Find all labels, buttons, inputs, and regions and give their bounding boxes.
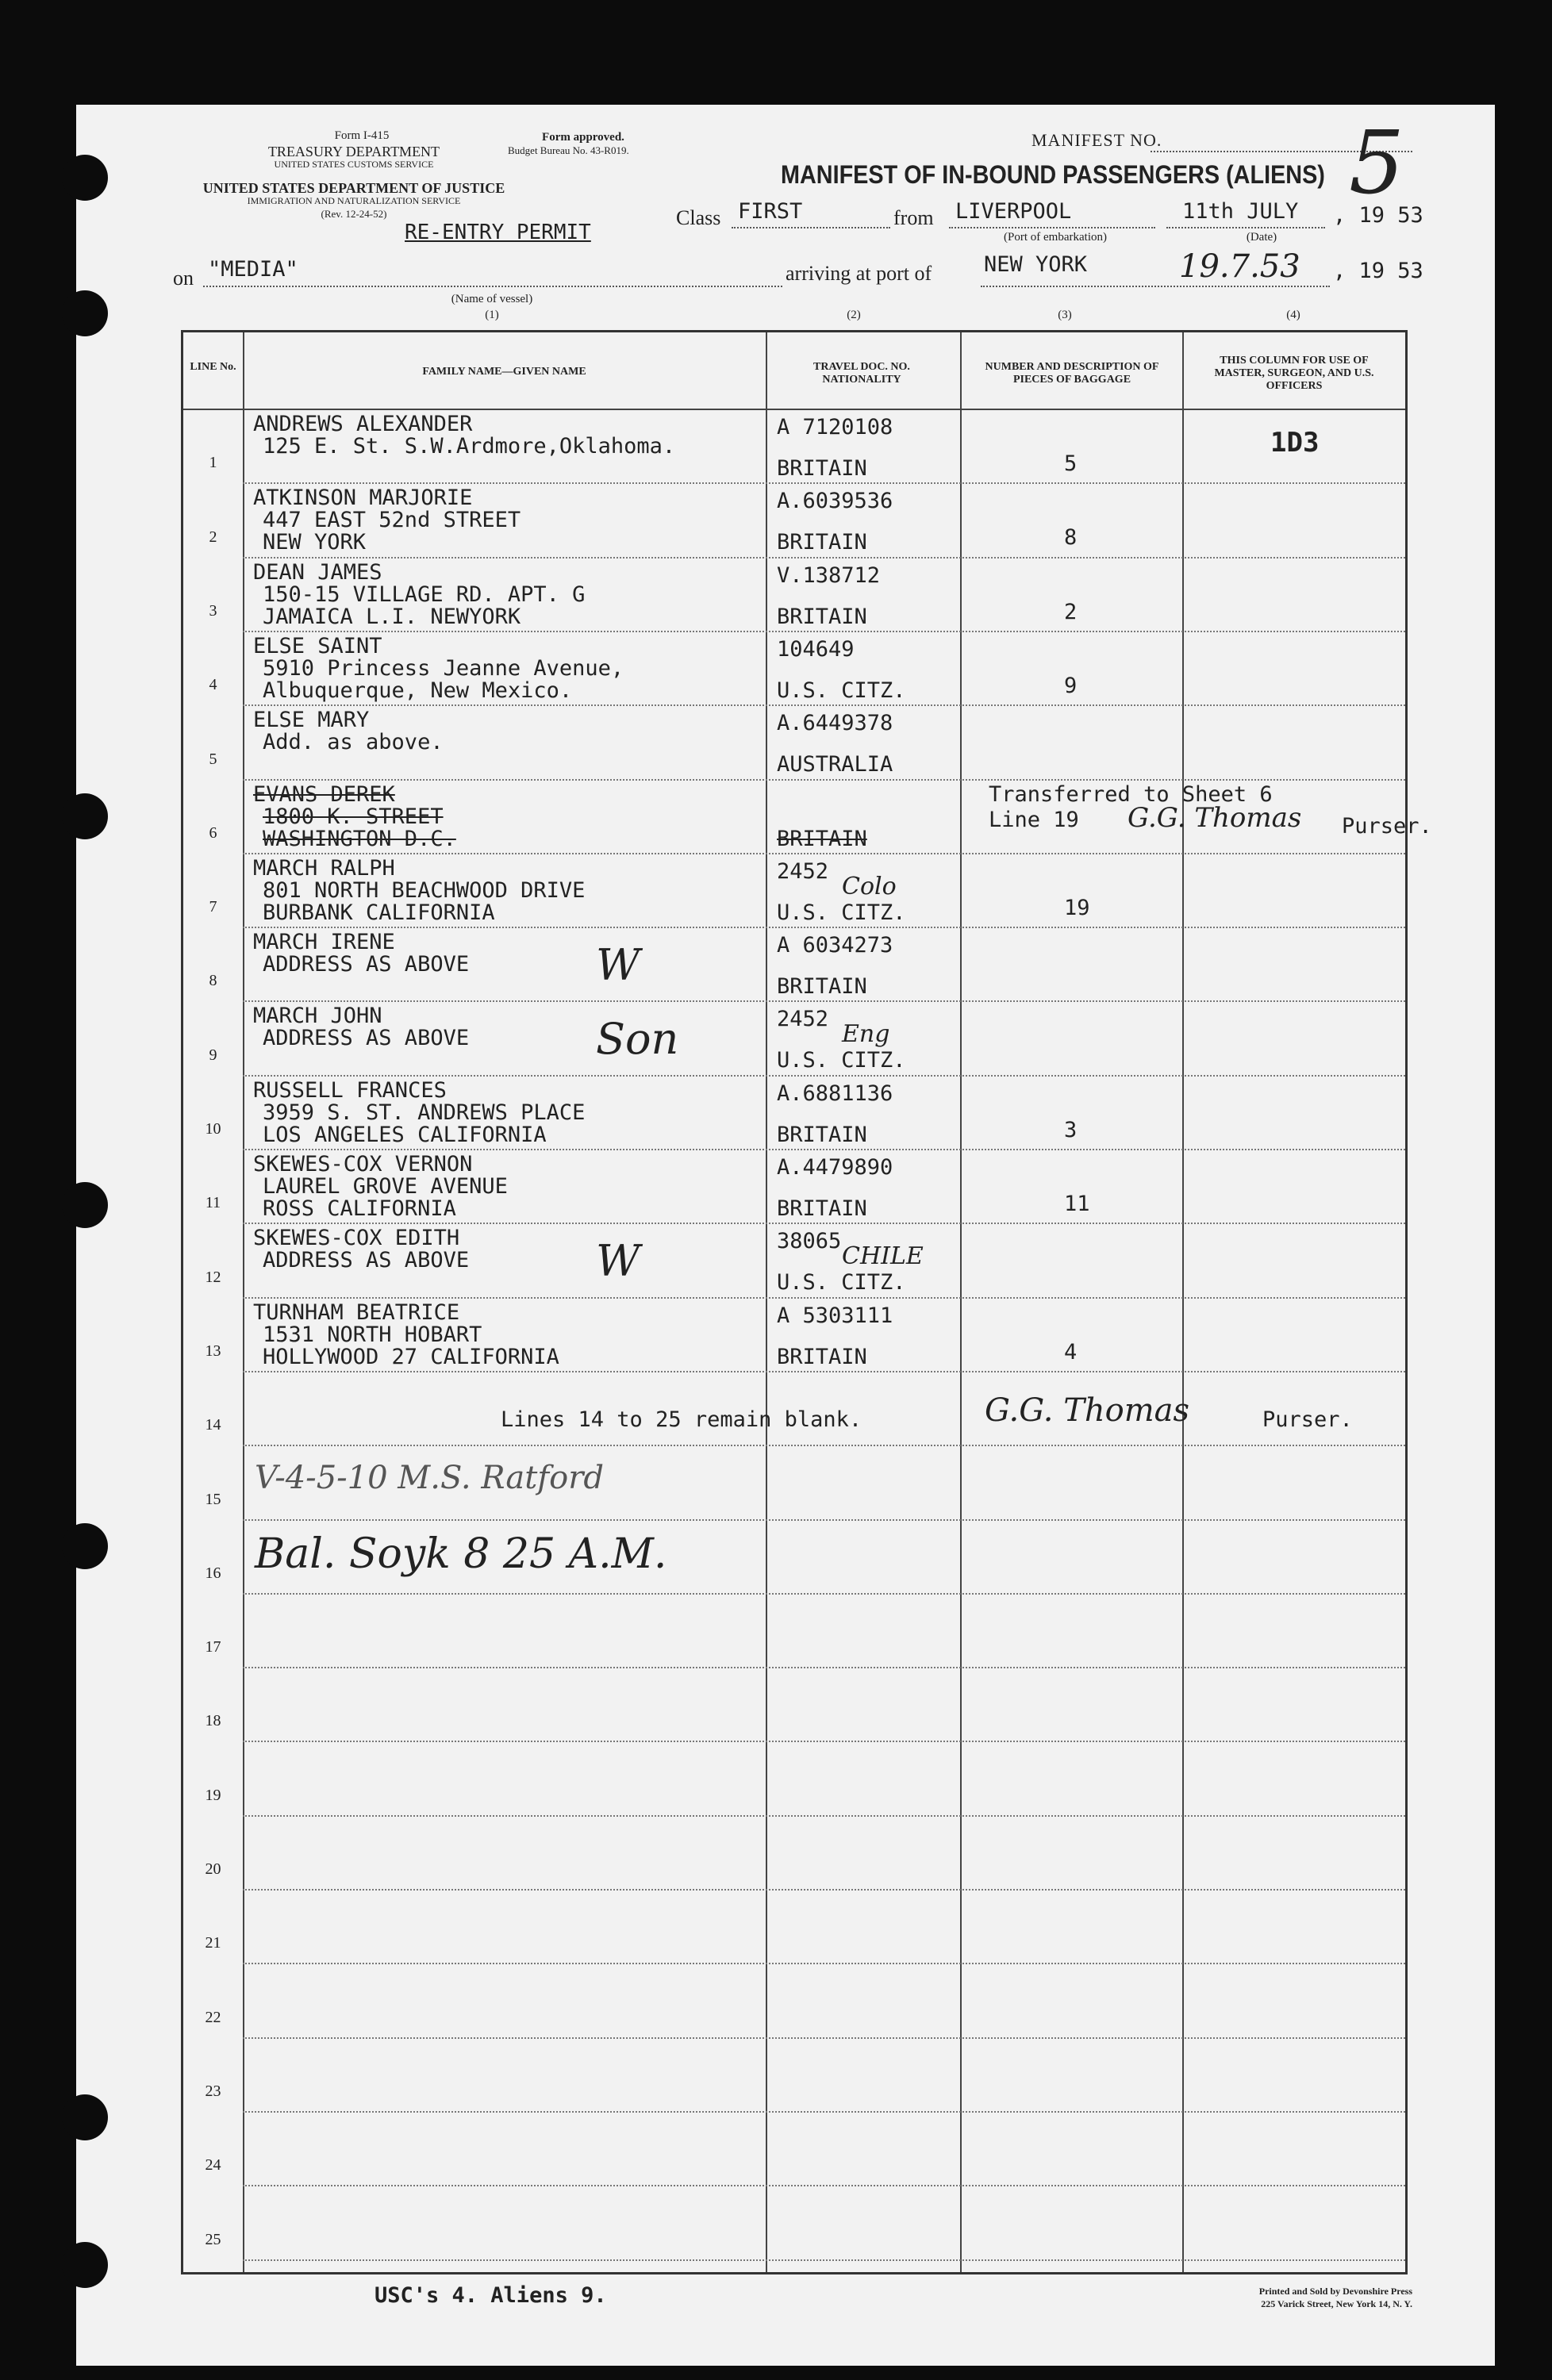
passenger-name: SKEWES-COX EDITH xyxy=(253,1226,460,1251)
col-header-line-no: LINE No. xyxy=(190,361,236,373)
nationality-handwritten: CHILE xyxy=(842,1242,924,1271)
row-divider xyxy=(243,1889,1405,1891)
year-2: , 19 53 xyxy=(1333,259,1423,283)
passenger-name: MARCH JOHN xyxy=(253,1004,382,1029)
passenger-address: 1800 K. STREET xyxy=(263,804,444,829)
col-header-name: FAMILY NAME—GIVEN NAME xyxy=(422,366,586,378)
transfer-note: Transferred to Sheet 6 xyxy=(989,781,1273,807)
passenger-address-2: Albuquerque, New Mexico. xyxy=(263,678,573,703)
line-number: 12 xyxy=(205,1268,221,1286)
line-number: 1 xyxy=(209,454,217,472)
line-number: 20 xyxy=(205,1860,221,1878)
baggage-count: 3 xyxy=(1064,1117,1078,1142)
nationality-handwritten: Eng xyxy=(842,1020,890,1049)
baggage-count: 8 xyxy=(1064,525,1078,551)
line-number: 8 xyxy=(209,972,217,990)
travel-doc-no: 2452 xyxy=(777,858,829,884)
travel-doc-no: A.6881136 xyxy=(777,1081,893,1106)
transfer-role: Purser. xyxy=(1342,813,1432,839)
passenger-address: ADDRESS AS ABOVE xyxy=(263,1248,470,1273)
manifest-title: MANIFEST OF IN-BOUND PASSENGERS (ALIENS) xyxy=(781,160,1325,189)
passenger-name: EVANS DEREK xyxy=(253,781,395,807)
handwritten-line-15: V-4-5-10 M.S. Ratford xyxy=(255,1460,604,1497)
blank-lines-role: Purser. xyxy=(1262,1407,1353,1432)
row-divider xyxy=(243,1667,1405,1668)
baggage-count: 4 xyxy=(1064,1339,1078,1365)
nationality: BRITAIN xyxy=(777,1122,867,1147)
budget-bureau: Budget Bureau No. 43-R019. xyxy=(508,144,629,156)
row-divider xyxy=(243,2259,1405,2261)
line-number: 19 xyxy=(205,1786,221,1804)
travel-doc-no: A.6449378 xyxy=(777,711,893,736)
row-divider xyxy=(243,482,1405,484)
line-number: 15 xyxy=(205,1490,221,1508)
col-number-3: (3) xyxy=(1058,309,1072,321)
row-divider xyxy=(243,1445,1405,1446)
nationality: BRITAIN xyxy=(777,530,867,555)
baggage-count: 9 xyxy=(1064,673,1078,698)
from-underline xyxy=(949,227,1155,228)
class-underline xyxy=(732,227,890,228)
nationality: BRITAIN xyxy=(777,456,867,481)
from-value: LIVERPOOL xyxy=(955,199,1072,224)
line-number: 25 xyxy=(205,2230,221,2248)
transfer-signature: G.G. Thomas xyxy=(1128,801,1302,834)
nationality: BRITAIN xyxy=(777,826,867,851)
nationality: AUSTRALIA xyxy=(777,752,893,777)
row-divider xyxy=(243,631,1405,632)
arrival-date-hand: 19.7.53 xyxy=(1179,248,1300,285)
nationality: U.S. CITZ. xyxy=(777,900,906,925)
travel-doc-no: V.138712 xyxy=(777,562,881,588)
row-divider xyxy=(243,1741,1405,1742)
printer-line-1: Printed and Sold by Devonshire Press xyxy=(1258,2286,1412,2297)
row-divider xyxy=(243,557,1405,559)
row-divider xyxy=(243,1000,1405,1002)
travel-doc-no: 104649 xyxy=(777,636,855,662)
nationality: BRITAIN xyxy=(777,1196,867,1221)
col-header-officers: THIS COLUMN FOR USE OF MASTER, SURGEON, AND U.S. OFFICERS xyxy=(1214,355,1374,393)
line-number: 5 xyxy=(209,750,217,768)
printer-line-2: 225 Varick Street, New York 14, N. Y. xyxy=(1261,2298,1412,2309)
justice-dept: UNITED STATES DEPARTMENT OF JUSTICE xyxy=(202,180,505,196)
passenger-name: TURNHAM BEATRICE xyxy=(253,1299,460,1325)
nationality-handwritten: Colo xyxy=(842,872,897,900)
passenger-address: LAUREL GROVE AVENUE xyxy=(263,1174,508,1199)
passenger-name: ANDREWS ALEXANDER xyxy=(253,412,473,436)
row-divider xyxy=(243,1297,1405,1299)
vessel-caption: (Name of vessel) xyxy=(451,293,533,305)
nationality: U.S. CITZ. xyxy=(777,1270,906,1296)
passenger-name: ELSE SAINT xyxy=(253,633,382,658)
customs-service: UNITED STATES CUSTOMS SERVICE xyxy=(274,159,434,170)
nationality: U.S. CITZ. xyxy=(777,678,906,703)
date-value: 11th JULY xyxy=(1182,199,1299,224)
handwritten-mark: Son xyxy=(596,1014,679,1065)
line-number: 18 xyxy=(205,1712,221,1730)
line-number: 21 xyxy=(205,1934,221,1952)
binder-hole xyxy=(62,1182,108,1228)
ins-service: IMMIGRATION AND NATURALIZATION SERVICE xyxy=(247,195,461,206)
travel-doc-no: A 7120108 xyxy=(777,415,893,440)
baggage-count: 11 xyxy=(1064,1192,1090,1216)
date-underline xyxy=(1166,227,1325,228)
line-number: 13 xyxy=(205,1342,221,1360)
row-divider xyxy=(243,2185,1405,2186)
row-divider xyxy=(243,1371,1405,1372)
passenger-name: ATKINSON MARJORIE xyxy=(253,486,473,511)
arriving-label: arriving at port of xyxy=(786,262,932,285)
reentry-permit: RE-ENTRY PERMIT xyxy=(405,221,591,244)
nationality: U.S. CITZ. xyxy=(777,1048,906,1073)
col-header-baggage: NUMBER AND DESCRIPTION OF PIECES OF BAGGAGE xyxy=(985,361,1159,386)
row-divider xyxy=(243,927,1405,928)
header-divider xyxy=(183,409,1405,410)
line-number: 10 xyxy=(205,1120,221,1138)
line-number: 11 xyxy=(205,1194,221,1212)
port-embark-caption: (Port of embarkation) xyxy=(1004,231,1107,244)
line-number: 17 xyxy=(205,1638,221,1656)
passenger-address: Add. as above. xyxy=(263,730,444,755)
binder-hole xyxy=(62,155,108,201)
row-divider xyxy=(243,1075,1405,1077)
passenger-address: 150-15 VILLAGE RD. APT. G xyxy=(263,582,586,607)
col-divider xyxy=(1182,332,1184,2272)
passenger-name: RUSSELL FRANCES xyxy=(253,1077,447,1103)
row-divider xyxy=(243,704,1405,706)
binder-hole xyxy=(62,290,108,336)
line-number: 14 xyxy=(205,1416,221,1434)
handwritten-line-16: Bal. Soyk 8 25 A.M. xyxy=(255,1530,667,1578)
line-number: 6 xyxy=(209,823,217,842)
handwritten-mark: W xyxy=(596,940,640,991)
binder-hole xyxy=(62,2242,108,2288)
row-divider xyxy=(243,779,1405,781)
line-number: 16 xyxy=(205,1564,221,1582)
class-value: FIRST xyxy=(738,199,803,224)
col-divider xyxy=(766,332,767,2272)
vessel-name: "MEDIA" xyxy=(208,257,298,282)
row-divider xyxy=(243,2037,1405,2039)
baggage-count: 5 xyxy=(1064,451,1078,476)
travel-doc-no: A.6039536 xyxy=(777,489,893,514)
col-number-1: (1) xyxy=(485,309,499,321)
vessel-underline xyxy=(203,286,782,287)
passenger-name: ELSE MARY xyxy=(253,708,370,733)
blank-lines-signature: G.G. Thomas xyxy=(985,1392,1190,1429)
col-header-travel-doc: TRAVEL DOC. NO. NATIONALITY xyxy=(813,361,910,386)
manifest-number: 5 xyxy=(1349,112,1404,213)
passenger-address-2: BURBANK CALIFORNIA xyxy=(263,900,495,925)
col-number-2: (2) xyxy=(847,309,861,321)
travel-doc-no: A 5303111 xyxy=(777,1303,893,1328)
handwritten-mark: W xyxy=(596,1236,640,1287)
row-divider xyxy=(243,1963,1405,1964)
line-number: 23 xyxy=(205,2082,221,2100)
line-number: 3 xyxy=(209,601,217,620)
passenger-name: MARCH RALPH xyxy=(253,855,395,881)
travel-doc-no: A 6034273 xyxy=(777,933,893,958)
year-1: , 19 53 xyxy=(1333,203,1423,228)
row-divider xyxy=(243,2111,1405,2113)
date-caption: (Date) xyxy=(1246,231,1277,244)
form-number: Form I-415 xyxy=(334,129,390,142)
passenger-name: DEAN JAMES xyxy=(253,559,382,585)
arrival-underline xyxy=(981,286,1330,287)
passenger-address: ADDRESS AS ABOVE xyxy=(263,952,470,977)
nationality: BRITAIN xyxy=(777,1344,867,1369)
line-number: 2 xyxy=(209,528,217,546)
binder-hole xyxy=(62,1523,108,1569)
form-approved: Form approved. xyxy=(542,131,624,144)
nationality: BRITAIN xyxy=(777,974,867,1000)
baggage-count: 19 xyxy=(1064,895,1090,920)
line-number: 4 xyxy=(209,676,217,694)
passenger-address-2: HOLLYWOOD 27 CALIFORNIA xyxy=(263,1344,559,1369)
treasury-dept: TREASURY DEPARTMENT xyxy=(267,144,440,159)
col-number-4: (4) xyxy=(1286,309,1300,321)
passenger-address-2: LOS ANGELES CALIFORNIA xyxy=(263,1122,547,1147)
row-divider xyxy=(243,853,1405,854)
binder-hole xyxy=(62,793,108,839)
officer-note: 1D3 xyxy=(1270,427,1320,459)
passenger-address: 5910 Princess Jeanne Avenue, xyxy=(263,655,624,681)
passenger-address: ADDRESS AS ABOVE xyxy=(263,1026,470,1051)
passenger-address-2: ROSS CALIFORNIA xyxy=(263,1196,456,1221)
footer-totals: USC's 4. Aliens 9. xyxy=(375,2283,607,2308)
travel-doc-no: 2452 xyxy=(777,1007,829,1032)
travel-doc-no: 38065 xyxy=(777,1229,842,1254)
passenger-address-2: NEW YORK xyxy=(263,530,367,555)
passenger-table xyxy=(181,330,1432,2274)
row-divider xyxy=(243,1149,1405,1150)
form-revision: (Rev. 12-24-52) xyxy=(321,208,387,220)
transfer-line: Line 19 xyxy=(989,807,1079,832)
col-divider xyxy=(960,332,962,2272)
row-divider xyxy=(243,1593,1405,1595)
passenger-address: 3959 S. ST. ANDREWS PLACE xyxy=(263,1100,586,1125)
manifest-number-label: MANIFEST NO. xyxy=(1031,130,1162,150)
passenger-address: 1531 NORTH HOBART xyxy=(263,1322,482,1347)
passenger-name: SKEWES-COX VERNON xyxy=(253,1152,473,1177)
line-number: 24 xyxy=(205,2156,221,2175)
passenger-address-2: WASHINGTON D.C. xyxy=(263,826,456,851)
class-label: Class xyxy=(676,206,721,229)
passenger-address: 125 E. St. S.W.Ardmore,Oklahoma. xyxy=(263,434,676,459)
blank-lines-note: Lines 14 to 25 remain blank. xyxy=(501,1407,862,1432)
binder-hole xyxy=(62,2094,108,2140)
passenger-address: 447 EAST 52nd STREET xyxy=(263,508,521,533)
row-divider xyxy=(243,1815,1405,1817)
line-number: 7 xyxy=(209,898,217,916)
col-divider xyxy=(243,332,244,2272)
travel-doc-no: A.4479890 xyxy=(777,1155,893,1180)
passenger-address-2: JAMAICA L.I. NEWYORK xyxy=(263,604,521,629)
baggage-count: 2 xyxy=(1064,599,1078,624)
nationality: BRITAIN xyxy=(777,604,867,629)
passenger-name: MARCH IRENE xyxy=(253,930,395,955)
row-divider xyxy=(243,1223,1405,1224)
line-number: 22 xyxy=(205,2008,221,2026)
passenger-address: 801 NORTH BEACHWOOD DRIVE xyxy=(263,877,586,903)
row-divider xyxy=(243,1519,1405,1521)
port-arrival: NEW YORK xyxy=(984,252,1088,277)
line-number: 9 xyxy=(209,1046,217,1064)
from-label: from xyxy=(893,206,934,229)
on-label: on xyxy=(173,267,194,290)
